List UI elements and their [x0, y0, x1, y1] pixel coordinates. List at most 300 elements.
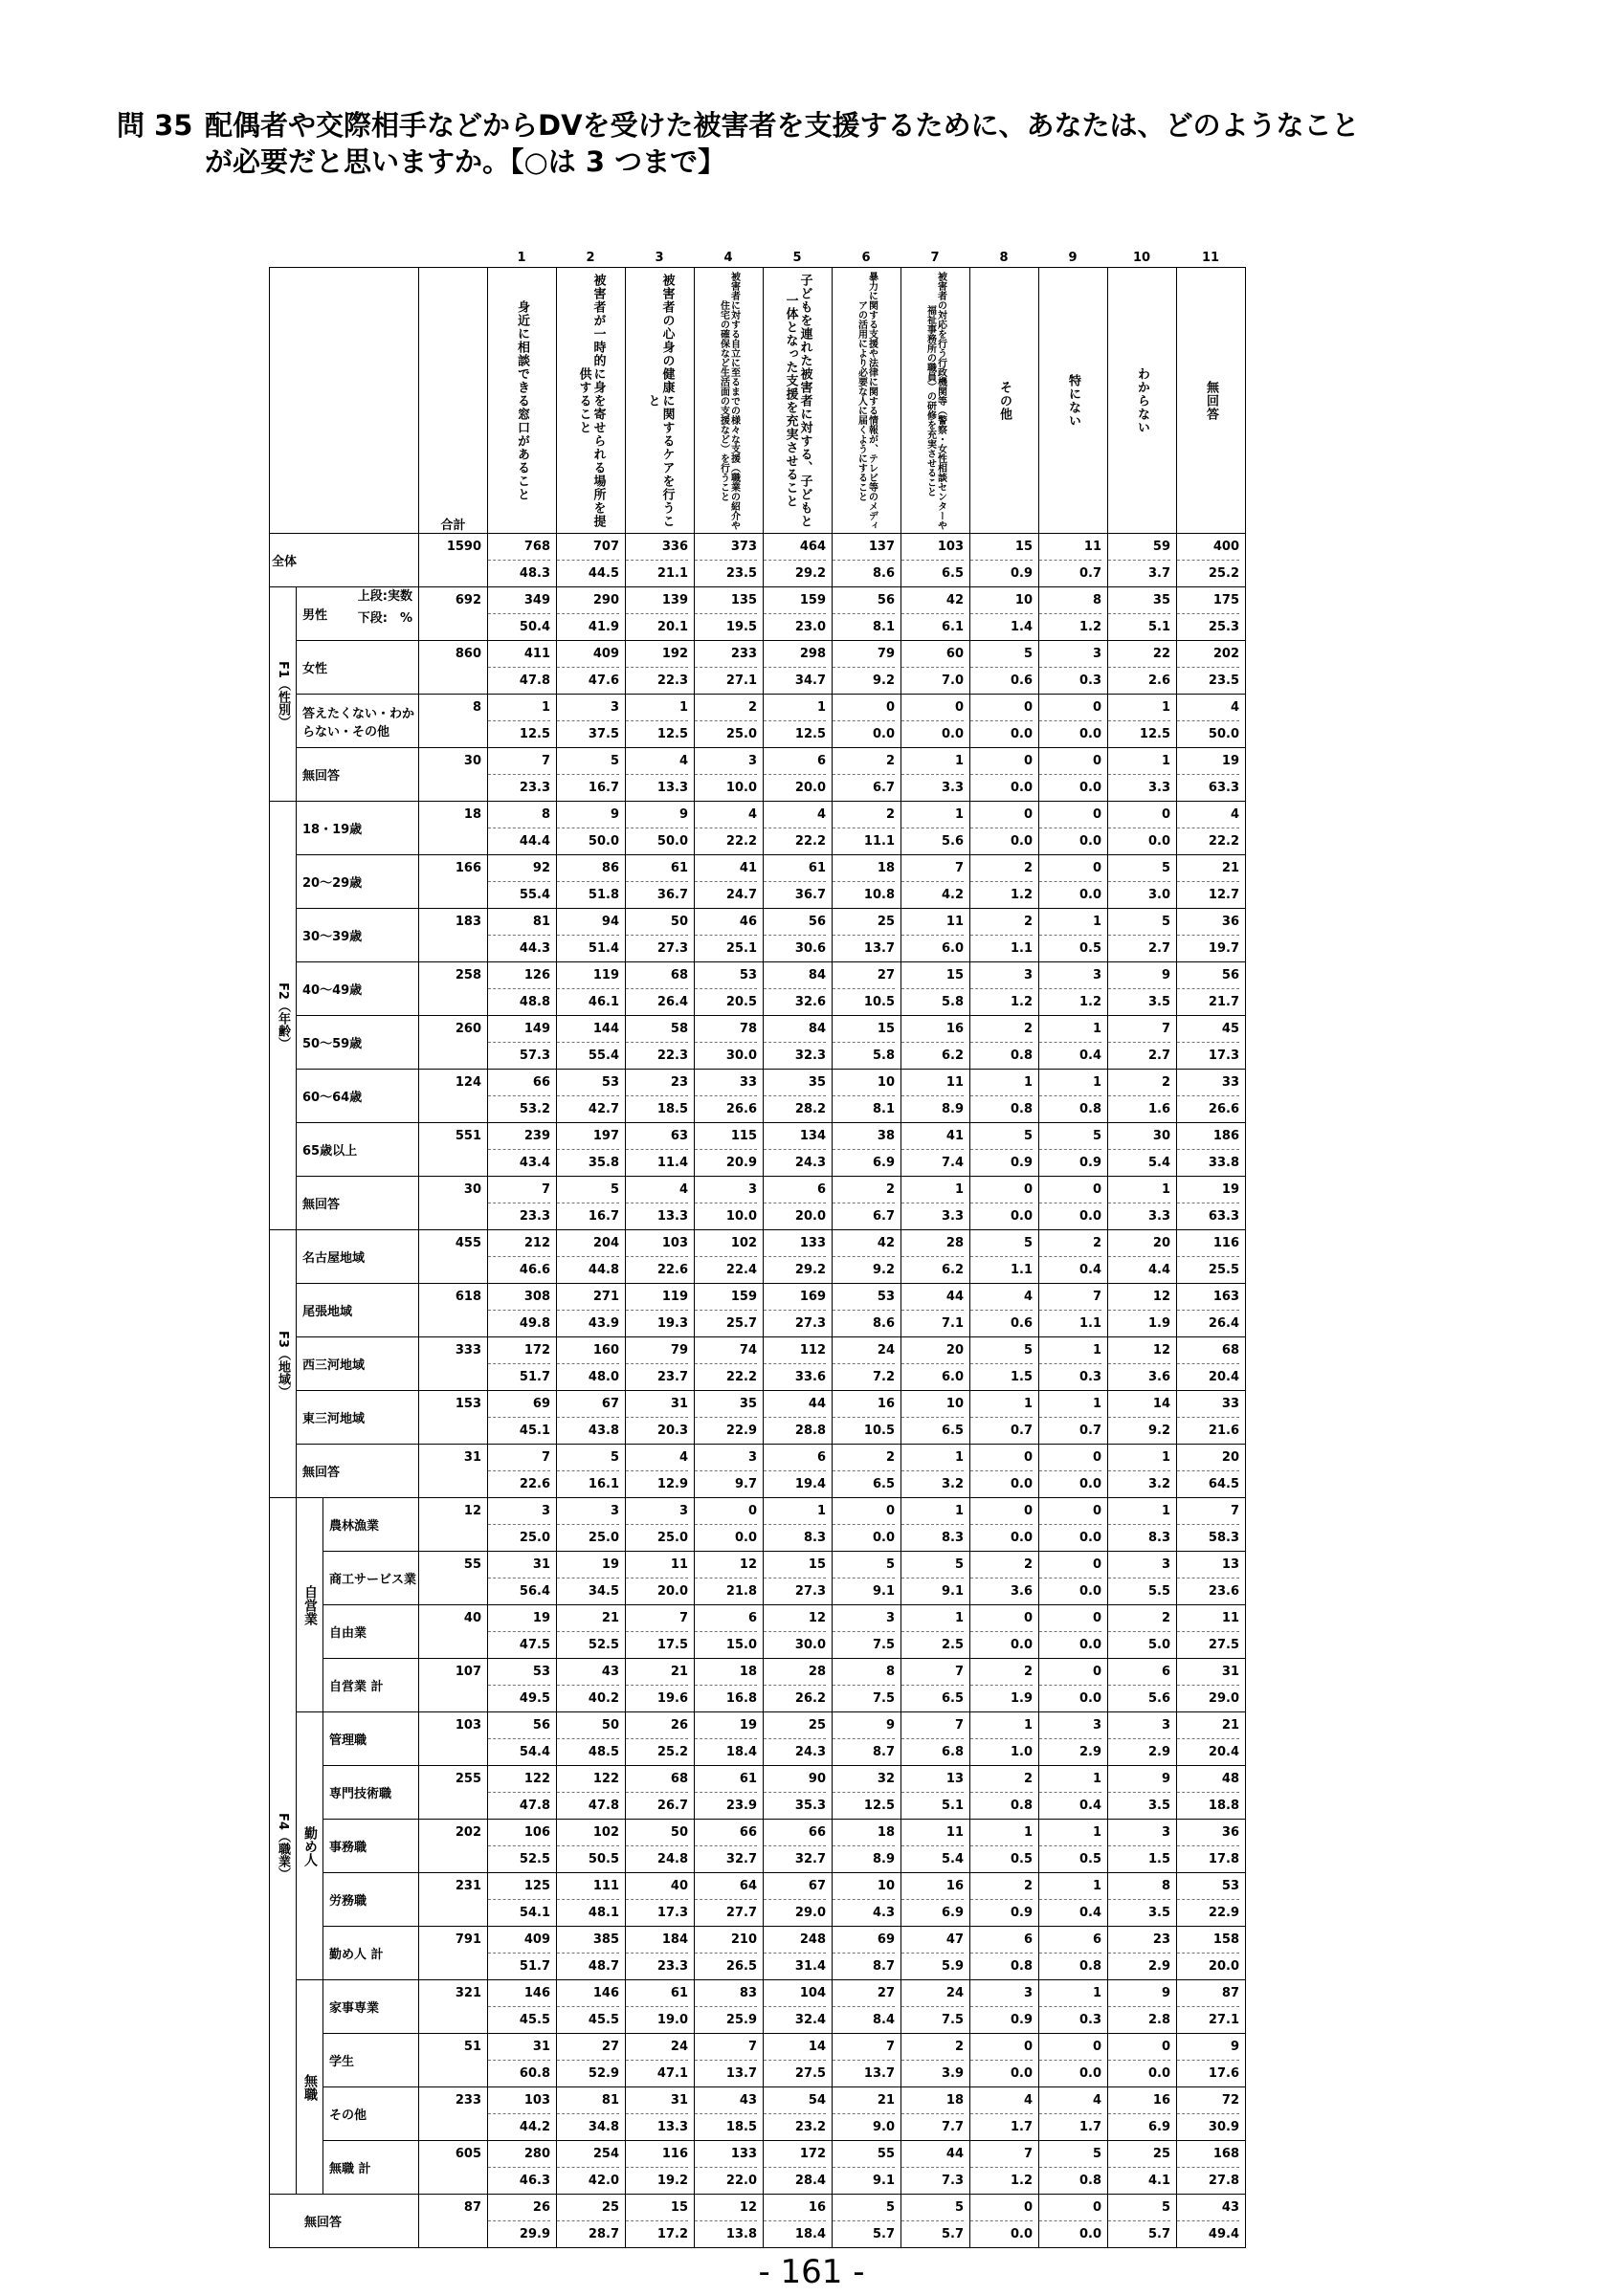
count-value: 4 [1230, 700, 1239, 715]
page-number: - 161 - [758, 2253, 865, 2291]
row-label: 商工サービス業 [323, 1552, 419, 1605]
percent-value: 21.6 [1177, 1417, 1239, 1444]
data-cell [833, 587, 901, 641]
data-cell [1039, 1712, 1108, 1766]
percent-value: 0.0 [970, 774, 1033, 801]
percent-value: 25.1 [695, 935, 757, 961]
data-cell [1039, 962, 1108, 1016]
data-cell [970, 2034, 1039, 2087]
count-value: 7 [678, 1611, 688, 1625]
percent-value: 50.0 [1177, 720, 1239, 747]
count-value: 9 [610, 807, 619, 822]
percent-value: 3.5 [1108, 988, 1170, 1015]
count-value: 10 [1014, 593, 1033, 607]
data-cell [557, 802, 626, 855]
percent-value: 6.7 [833, 1203, 895, 1229]
percent-value: 3.6 [1108, 1363, 1170, 1390]
percent-value: 1.5 [970, 1363, 1033, 1390]
column-number: 10 [1132, 251, 1151, 265]
data-cell [488, 1337, 557, 1391]
data-cell [1177, 1284, 1246, 1337]
data-cell [557, 2195, 626, 2248]
percent-value: 10.8 [833, 881, 895, 908]
percent-value: 46.3 [488, 2167, 550, 2194]
data-cell [901, 695, 970, 748]
count-value: 146 [592, 1986, 619, 2000]
percent-value: 1.6 [1108, 1095, 1170, 1122]
percent-value: 16.7 [557, 1203, 619, 1229]
data-cell [764, 1605, 833, 1659]
percent-value: 48.1 [557, 1899, 619, 1926]
percent-value: 6.1 [901, 613, 964, 640]
data-cell [901, 1552, 970, 1605]
count-value: 19 [1221, 754, 1239, 768]
percent-value: 0.9 [1039, 1149, 1101, 1176]
data-cell [1039, 1070, 1108, 1123]
percent-value: 55.4 [557, 1042, 619, 1069]
count-value: 9 [678, 807, 688, 822]
data-cell [901, 2141, 970, 2195]
row-label: 無回答 [297, 748, 419, 802]
percent-value: 42.7 [557, 1095, 619, 1122]
percent-value: 30.0 [764, 1631, 826, 1658]
count-value: 103 [523, 2093, 550, 2108]
data-cell [626, 1498, 695, 1552]
data-cell [764, 1980, 833, 2034]
percent-value: 12.5 [488, 720, 550, 747]
count-value: 6 [816, 1182, 826, 1197]
count-value: 44 [945, 1290, 964, 1304]
percent-value: 47.8 [488, 667, 550, 694]
count-value: 464 [799, 540, 826, 554]
count-value: 2 [1023, 1772, 1033, 1786]
row-label: 事務職 [323, 1820, 419, 1873]
count-value: 0 [1092, 1557, 1101, 1572]
data-cell [695, 1659, 764, 1712]
count-value: 248 [799, 1932, 826, 1947]
count-value: 53 [1221, 1879, 1239, 1893]
data-cell [1177, 1177, 1246, 1230]
percent-value: 7.0 [901, 667, 964, 694]
data-cell [970, 1605, 1039, 1659]
column-header [970, 268, 1039, 534]
percent-value: 20.3 [626, 1417, 688, 1444]
percent-value: 50.0 [557, 828, 619, 854]
count-value: 1 [541, 700, 550, 715]
data-cell [488, 1230, 557, 1284]
column-header [1108, 268, 1177, 534]
count-value: 103 [661, 1236, 688, 1250]
row-total [419, 1712, 488, 1766]
data-cell [626, 1230, 695, 1284]
count-value: 86 [601, 861, 619, 875]
data-cell [1039, 1766, 1108, 1820]
subgroup-label [297, 1980, 323, 2195]
percent-value: 2.5 [901, 1631, 964, 1658]
count-value: 24 [670, 2040, 688, 2054]
percent-value: 1.1 [1039, 1310, 1101, 1336]
data-cell [1039, 641, 1108, 695]
data-cell [557, 1230, 626, 1284]
table-row [270, 1552, 1246, 1605]
count-value: 43 [601, 1665, 619, 1679]
data-cell [764, 1230, 833, 1284]
percent-value: 26.6 [1177, 1095, 1239, 1122]
count-value: 0 [1161, 2040, 1170, 2054]
count-value: 48 [1221, 1772, 1239, 1786]
percent-value: 29.9 [488, 2220, 550, 2247]
data-cell [901, 2087, 970, 2141]
percent-value: 52.9 [557, 2060, 619, 2086]
count-value: 35 [1152, 593, 1170, 607]
count-value: 28 [945, 1236, 964, 1250]
percent-value: 10.0 [695, 774, 757, 801]
data-cell [488, 1712, 557, 1766]
percent-value: 17.6 [1177, 2060, 1239, 2086]
data-cell [557, 1927, 626, 1980]
percent-value: 18.4 [695, 1738, 757, 1765]
data-cell [1108, 641, 1177, 695]
table-row [270, 1177, 1246, 1230]
percent-value: 31.4 [764, 1953, 826, 1979]
row-total [419, 1980, 488, 2034]
data-cell [1108, 1391, 1177, 1445]
count-value: 0 [954, 700, 964, 715]
count-value: 192 [661, 647, 688, 661]
data-cell [1108, 1070, 1177, 1123]
percent-value: 20.5 [695, 988, 757, 1015]
percent-value: 2.9 [1039, 1738, 1101, 1765]
data-cell [1108, 1445, 1177, 1498]
percent-value: 1.4 [970, 613, 1033, 640]
percent-value: 3.2 [1108, 1470, 1170, 1497]
data-cell [557, 1498, 626, 1552]
data-cell [833, 2141, 901, 2195]
percent-value: 3.5 [1108, 1899, 1170, 1926]
percent-value: 25.0 [626, 1524, 688, 1551]
row-total [419, 1659, 488, 1712]
data-cell [970, 1766, 1039, 1820]
percent-value: 24.7 [695, 881, 757, 908]
column-header-text: 被害者が一時的に身を寄せられる場所を提供すること [576, 274, 606, 528]
row-total [419, 2034, 488, 2087]
data-cell [1108, 1820, 1177, 1873]
data-cell [970, 1445, 1039, 1498]
count-value: 11 [945, 1825, 964, 1840]
count-value: 7 [954, 861, 964, 875]
count-value: 186 [1212, 1129, 1239, 1143]
count-value: 0 [885, 1504, 895, 1518]
subgroup-label [297, 1498, 323, 1712]
data-cell [901, 1177, 970, 1230]
data-cell [626, 855, 695, 909]
percent-value: 27.1 [695, 667, 757, 694]
percent-value: 22.2 [695, 1363, 757, 1390]
data-cell [695, 1605, 764, 1659]
data-cell [970, 1177, 1039, 1230]
data-cell [557, 1766, 626, 1820]
count-value: 43 [739, 2093, 757, 2108]
count-value: 1 [1161, 1504, 1170, 1518]
data-cell [1108, 1712, 1177, 1766]
column-header [901, 268, 970, 534]
count-value: 0 [1023, 700, 1033, 715]
percent-value: 6.7 [833, 774, 895, 801]
data-cell [695, 1230, 764, 1284]
percent-value: 0.3 [1039, 2006, 1101, 2033]
count-value: 172 [799, 2147, 826, 2161]
data-cell [557, 1177, 626, 1230]
count-value: 5 [1023, 1129, 1033, 1143]
count-value: 26 [670, 1718, 688, 1733]
percent-value: 25.0 [488, 1524, 550, 1551]
data-cell [901, 748, 970, 802]
percent-value: 18.4 [764, 2220, 826, 2247]
data-cell [970, 1820, 1039, 1873]
percent-value: 28.8 [764, 1417, 826, 1444]
data-cell [557, 587, 626, 641]
row-label: 勤め人 計 [323, 1927, 419, 1980]
count-value: 5 [610, 1450, 619, 1465]
data-cell [1039, 587, 1108, 641]
percent-value: 6.0 [901, 935, 964, 961]
data-cell [764, 1927, 833, 1980]
data-cell [833, 2087, 901, 2141]
data-cell [488, 802, 557, 855]
percent-value: 1.2 [970, 881, 1033, 908]
count-value: 349 [523, 593, 550, 607]
count-value: 84 [808, 968, 826, 982]
count-value: 1 [1023, 1718, 1033, 1733]
data-cell [1177, 1605, 1246, 1659]
count-value: 69 [877, 1932, 895, 1947]
count-value: 2 [1023, 915, 1033, 929]
data-cell [1108, 1498, 1177, 1552]
percent-value: 29.0 [1177, 1685, 1239, 1711]
row-total-value: 40 [463, 1611, 481, 1625]
row-label: 名古屋地域 [297, 1230, 419, 1284]
count-value: 12 [739, 2200, 757, 2215]
data-cell [1039, 855, 1108, 909]
column-number: 4 [723, 251, 733, 265]
percent-value: 0.4 [1039, 1899, 1101, 1926]
count-value: 6 [816, 754, 826, 768]
percent-value: 1.7 [1039, 2113, 1101, 2140]
count-value: 4 [1230, 807, 1239, 822]
count-value: 15 [1014, 540, 1033, 554]
percent-value: 5.9 [901, 1953, 964, 1979]
row-total-value: 87 [463, 2200, 481, 2215]
percent-value: 4.4 [1108, 1256, 1170, 1283]
count-value: 4 [1092, 2093, 1101, 2108]
count-value: 3 [1161, 1557, 1170, 1572]
count-value: 19 [1221, 1182, 1239, 1197]
data-cell [1039, 748, 1108, 802]
percent-value: 0.0 [1039, 774, 1101, 801]
data-cell [833, 1605, 901, 1659]
count-value: 90 [808, 1772, 826, 1786]
table-row [270, 909, 1246, 962]
data-cell [1177, 2141, 1246, 2195]
row-total-value: 153 [455, 1397, 481, 1411]
data-cell [970, 1552, 1039, 1605]
count-value: 18 [877, 861, 895, 875]
data-cell [626, 1123, 695, 1177]
group-label [270, 587, 297, 802]
data-cell [901, 1070, 970, 1123]
data-cell [626, 962, 695, 1016]
data-cell [764, 534, 833, 587]
data-cell [833, 1712, 901, 1766]
data-cell [695, 1820, 764, 1873]
count-value: 122 [523, 1772, 550, 1786]
percent-value: 25.5 [1177, 1256, 1239, 1283]
percent-value: 34.7 [764, 667, 826, 694]
row-total-value: 30 [463, 1182, 481, 1197]
data-cell [764, 1445, 833, 1498]
percent-value: 23.3 [488, 774, 550, 801]
count-value: 53 [877, 1290, 895, 1304]
row-label: 無回答 [297, 1445, 419, 1498]
percent-value: 2.7 [1108, 1042, 1170, 1069]
row-total-value: 333 [455, 1343, 481, 1358]
data-cell [1039, 1498, 1108, 1552]
percent-value: 22.9 [1177, 1899, 1239, 1926]
count-value: 172 [523, 1343, 550, 1358]
row-label: 答えたくない・わからない・その他 [297, 695, 419, 748]
percent-value: 20.0 [1177, 1953, 1239, 1979]
count-value: 36 [1221, 915, 1239, 929]
column-header-text: 子どもを連れた被害者に対する、子どもと一体となった支援を充実させること [783, 274, 812, 528]
count-value: 2 [1023, 861, 1033, 875]
percent-value: 7.3 [901, 2167, 964, 2194]
data-cell [626, 1980, 695, 2034]
data-cell [901, 1820, 970, 1873]
row-total [419, 1070, 488, 1123]
count-value: 53 [601, 1075, 619, 1090]
count-value: 119 [661, 1290, 688, 1304]
data-cell [695, 534, 764, 587]
percent-value: 5.5 [1108, 1578, 1170, 1604]
data-cell [764, 1820, 833, 1873]
count-value: 3 [1092, 968, 1101, 982]
count-value: 61 [739, 1772, 757, 1786]
percent-value: 43.9 [557, 1310, 619, 1336]
data-cell [1177, 2195, 1246, 2248]
row-label: 男性 [297, 587, 419, 641]
percent-value: 26.5 [695, 1953, 757, 1979]
data-cell [833, 1123, 901, 1177]
data-cell [1108, 2087, 1177, 2141]
percent-value: 9.2 [833, 667, 895, 694]
data-cell [970, 1284, 1039, 1337]
percent-value: 5.4 [901, 1845, 964, 1872]
count-value: 0 [1023, 1450, 1033, 1465]
data-cell [764, 1712, 833, 1766]
row-total [419, 1766, 488, 1820]
percent-value: 2.9 [1108, 1953, 1170, 1979]
data-cell [764, 1123, 833, 1177]
data-cell [557, 1337, 626, 1391]
percent-value: 58.3 [1177, 1524, 1239, 1551]
data-cell [764, 909, 833, 962]
table-row [270, 748, 1246, 802]
row-label: 学生 [323, 2034, 419, 2087]
percent-value: 12.5 [626, 720, 688, 747]
percent-value: 16.1 [557, 1470, 619, 1497]
percent-value: 12.7 [1177, 881, 1239, 908]
percent-value: 3.0 [1108, 881, 1170, 908]
count-value: 5 [1161, 915, 1170, 929]
data-cell [970, 855, 1039, 909]
row-total [419, 962, 488, 1016]
percent-value: 56.4 [488, 1578, 550, 1604]
data-cell [1177, 641, 1246, 695]
data-cell [695, 855, 764, 909]
count-value: 61 [808, 861, 826, 875]
count-value: 31 [532, 1557, 550, 1572]
count-value: 104 [799, 1986, 826, 2000]
row-total [419, 641, 488, 695]
table-row [270, 695, 1246, 748]
percent-value: 12.5 [764, 720, 826, 747]
row-total-value: 255 [455, 1772, 481, 1786]
data-cell [764, 1766, 833, 1820]
row-total-blank [419, 1685, 481, 1711]
percent-value: 0.9 [970, 1149, 1033, 1176]
count-value: 0 [1023, 1504, 1033, 1518]
row-total [419, 1230, 488, 1284]
count-value: 21 [670, 1665, 688, 1679]
subgroup-label-text: 無職 [302, 2073, 318, 2101]
data-cell [1108, 1337, 1177, 1391]
count-value: 28 [808, 1665, 826, 1679]
count-value: 33 [739, 1075, 757, 1090]
row-total [419, 1552, 488, 1605]
row-total-blank [419, 2060, 481, 2086]
data-cell [557, 1605, 626, 1659]
count-value: 40 [670, 1879, 688, 1893]
count-value: 50 [670, 915, 688, 929]
percent-value: 12.5 [1108, 720, 1170, 747]
group-label [270, 1498, 297, 2195]
count-value: 11 [945, 915, 964, 929]
data-cell [970, 962, 1039, 1016]
column-header [626, 268, 695, 534]
row-total-blank [419, 1631, 481, 1657]
data-cell [901, 1016, 970, 1070]
count-value: 14 [1152, 1397, 1170, 1411]
data-cell [695, 587, 764, 641]
data-cell [695, 1177, 764, 1230]
row-label: 60～64歳 [297, 1070, 419, 1123]
data-cell [1108, 1016, 1177, 1070]
data-cell [901, 1445, 970, 1498]
row-total-value: 791 [455, 1932, 481, 1947]
data-cell [764, 1177, 833, 1230]
column-header-text: わからない [1135, 367, 1149, 434]
data-cell [557, 641, 626, 695]
percent-value: 36.7 [764, 881, 826, 908]
count-value: 30 [1152, 1129, 1170, 1143]
count-value: 18 [877, 1825, 895, 1840]
count-value: 0 [1092, 2040, 1101, 2054]
column-number: 7 [930, 251, 940, 265]
percent-value: 5.7 [833, 2220, 895, 2247]
percent-value: 25.3 [1177, 613, 1239, 640]
percent-value: 6.5 [901, 1417, 964, 1444]
row-total [419, 1927, 488, 1980]
